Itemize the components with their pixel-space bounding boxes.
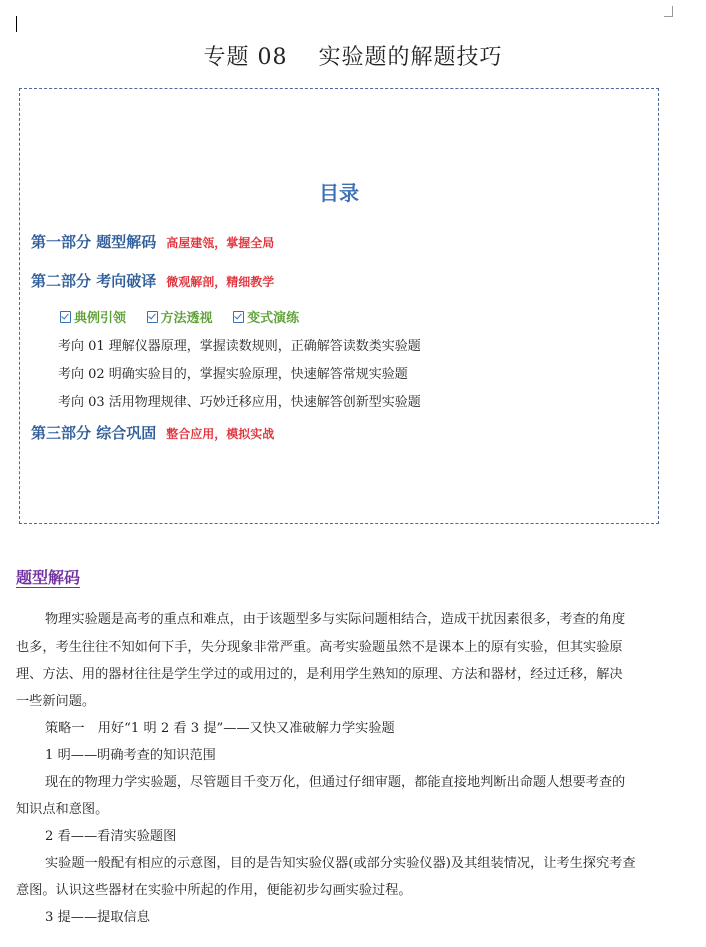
toc-box — [19, 88, 659, 524]
toc-part-1 — [31, 231, 274, 252]
body-line: 现在的物理力学实验题，尽管题目千变万化，但通过仔细审题，都能直接地判断出命题人想要考查的 — [45, 775, 626, 790]
toc-chips — [60, 307, 315, 326]
check-doc-icon — [147, 311, 158, 323]
body-line: 2 看——看清实验题图 — [45, 829, 177, 844]
toc-item: 考向 01 理解仪器原理，掌握读数规则，正确解答读数类实验题 — [58, 339, 421, 354]
toc-heading: 目录 — [319, 181, 359, 205]
check-doc-icon — [60, 311, 71, 323]
body-line: 1 明——明确考查的知识范围 — [45, 748, 216, 763]
toc-part-2 — [31, 270, 274, 291]
body-line: 知识点和意图。 — [16, 802, 109, 817]
body-line: 3 提——提取信息 — [45, 910, 150, 925]
check-doc-icon — [233, 311, 244, 323]
toc-part-3-sub: 整合应用，模拟实战 — [166, 427, 275, 441]
text-cursor — [16, 16, 17, 32]
chip-example: 典例引领 — [60, 307, 126, 326]
toc-part-1-sub: 高屋建瓴，掌握全局 — [166, 236, 275, 250]
body-line: 意图。认识这些器材在实验中所起的作用，便能初步勾画实验过程。 — [16, 883, 412, 898]
body-line: 策略一 用好“1 明 2 看 3 提”——又快又准破解力学实验题 — [45, 721, 395, 736]
body-line: 实验题一般配有相应的示意图，目的是告知实验仪器(或部分实验仪器)及其组装情况，让考生探究考查 — [45, 856, 636, 871]
chip-variant: 变式演练 — [233, 307, 299, 326]
body-line: 一些新问题。 — [16, 694, 96, 709]
page-title: 专题 08 实验题的解题技巧 — [203, 45, 503, 70]
body-line: 也多，考生往往不知如何下手，失分现象非常严重。高考实验题虽然不是课本上的原有实验，但其实验原 — [16, 640, 623, 655]
chip-method: 方法透视 — [147, 307, 213, 326]
toc-part-2-label: 第二部分 考向破译 — [31, 272, 157, 290]
toc-part-3 — [31, 422, 274, 443]
toc-item: 考向 03 活用物理规律、巧妙迁移应用，快速解答创新型实验题 — [58, 395, 421, 410]
body-line: 物理实验题是高考的重点和难点，由于该题型多与实际问题相结合，造成干扰因素很多，考查的角度 — [45, 612, 626, 627]
toc-item: 考向 02 明确实验目的，掌握实验原理，快速解答常规实验题 — [58, 367, 408, 382]
toc-part-3-label: 第三部分 综合巩固 — [31, 424, 157, 442]
section-heading: 题型解码 — [16, 568, 81, 587]
toc-part-2-sub: 微观解剖，精细教学 — [166, 275, 275, 289]
body-line: 理、方法、用的器材往往是学生学过的或用过的，是利用学生熟知的原理、方法和器材，经过迁移，解决 — [16, 667, 623, 682]
page-corner-mark — [664, 6, 673, 17]
toc-part-1-label: 第一部分 题型解码 — [31, 233, 157, 251]
